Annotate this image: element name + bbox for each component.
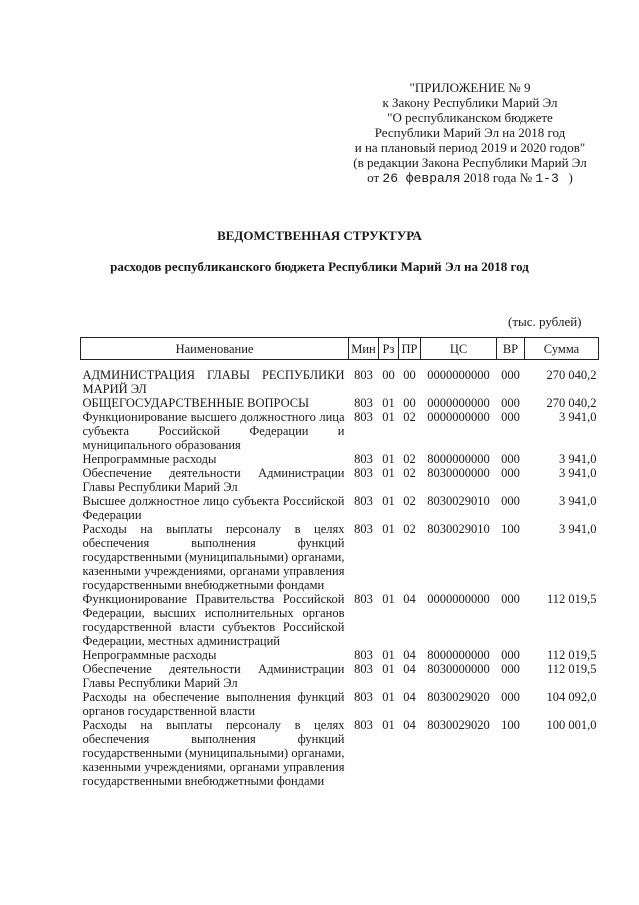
row-cs: 0000000000 [427, 592, 490, 606]
header-rz: Рз [379, 338, 399, 360]
row-name: Расходы на обеспечение выполнения функций органов государственной власти [82, 690, 345, 718]
row-name: Непрограммные расходы [82, 452, 217, 466]
row-cs: 8030029020 [427, 718, 490, 732]
row-name: Обеспечение деятельности Администрации Главы Республики Марий Эл [82, 466, 345, 494]
row-vr: 000 [501, 466, 520, 480]
appendix-line: "О республиканском бюджете [387, 110, 553, 125]
table-row [81, 466, 599, 494]
row-min: 803 [354, 592, 373, 606]
row-pr: 04 [403, 718, 416, 732]
row-rz: 01 [382, 396, 395, 410]
table-row [81, 592, 599, 648]
row-vr: 100 [501, 522, 520, 536]
row-name: Расходы на выплаты персоналу в целях обеспечения выполнения функций государственными (муниципальными) органами, казенными учреждениями, органами управления государственными внебюджетными фондами [82, 718, 345, 788]
row-pr: 04 [403, 690, 416, 704]
row-cs: 8000000000 [427, 452, 490, 466]
row-name: Высшее должностное лицо субъекта Российской Федерации [82, 494, 345, 522]
document-title: ВЕДОМСТВЕННАЯ СТРУКТУРА [217, 228, 422, 243]
table-row [81, 360, 599, 397]
row-pr: 02 [403, 494, 416, 508]
row-name: Функционирование высшего должностного лица субъекта Российской Федерации и муниципального образования [82, 410, 345, 452]
row-sum: 3 941,0 [559, 410, 597, 424]
row-min: 803 [354, 648, 373, 662]
row-pr: 04 [403, 662, 416, 676]
row-name: Расходы на выплаты персоналу в целях обеспечения выполнения функций государственными (муниципальными) органами, казенными учреждениями, органами управления государственными внебюджетными фондами [82, 522, 345, 592]
table-row [81, 718, 599, 788]
row-rz: 01 [382, 648, 395, 662]
row-min: 803 [354, 662, 373, 676]
date-year: 2018 года № [463, 170, 533, 185]
appendix-line: и на плановый период 2019 и 2020 годов" [354, 140, 586, 155]
row-pr: 04 [403, 648, 416, 662]
table-row [81, 452, 599, 466]
table-row [81, 662, 599, 690]
row-rz: 01 [382, 522, 395, 536]
row-min: 803 [354, 452, 373, 466]
row-cs: 8030000000 [427, 662, 490, 676]
date-prefix: от [367, 170, 380, 185]
row-cs: 0000000000 [427, 410, 490, 424]
row-vr: 100 [501, 718, 520, 732]
row-rz: 01 [382, 452, 395, 466]
appendix-date-line [345, 170, 595, 186]
row-cs: 8030029010 [427, 494, 490, 508]
row-pr: 02 [403, 466, 416, 480]
row-rz: 01 [382, 662, 395, 676]
law-number: 1-3 [535, 171, 559, 186]
row-name: ОБЩЕГОСУДАРСТВЕННЫЕ ВОПРОСЫ [82, 396, 310, 410]
table-row [81, 522, 599, 592]
row-cs: 0000000000 [427, 396, 490, 410]
table-header-row [81, 338, 599, 360]
row-min: 803 [354, 494, 373, 508]
row-rz: 01 [382, 410, 395, 424]
table-row [81, 396, 599, 410]
row-vr: 000 [501, 452, 520, 466]
row-min: 803 [354, 368, 373, 382]
row-cs: 8000000000 [427, 648, 490, 662]
row-pr: 04 [403, 592, 416, 606]
row-pr: 00 [403, 396, 416, 410]
row-rz: 00 [382, 368, 395, 382]
row-pr: 02 [403, 452, 416, 466]
row-rz: 01 [382, 718, 395, 732]
row-vr: 000 [501, 592, 520, 606]
row-vr: 000 [501, 396, 520, 410]
row-cs: 8030000000 [427, 466, 490, 480]
row-vr: 000 [501, 368, 520, 382]
row-sum: 3 941,0 [559, 494, 597, 508]
date-close: ) [568, 170, 573, 185]
row-rz: 01 [382, 592, 395, 606]
table-row [81, 648, 599, 662]
header-vr: ВР [497, 338, 525, 360]
row-vr: 000 [501, 410, 520, 424]
row-cs: 8030029020 [427, 690, 490, 704]
row-name: Непрограммные расходы [82, 648, 217, 662]
header-sum: Сумма [525, 338, 599, 360]
row-name: АДМИНИСТРАЦИЯ ГЛАВЫ РЕСПУБЛИКИ МАРИЙ ЭЛ [82, 368, 345, 396]
row-sum: 270 040,2 [546, 396, 597, 410]
row-pr: 00 [403, 368, 416, 382]
header-min: Мин [349, 338, 379, 360]
appendix-line: (в редакции Закона Республики Марий Эл [353, 155, 587, 170]
row-sum: 3 941,0 [559, 522, 597, 536]
row-min: 803 [354, 466, 373, 480]
header-name: Наименование [81, 338, 349, 360]
budget-table [80, 337, 599, 788]
row-pr: 02 [403, 410, 416, 424]
row-sum: 112 019,5 [546, 592, 597, 606]
row-vr: 000 [501, 648, 520, 662]
units-label: (тыс. рублей) [508, 314, 582, 329]
row-vr: 000 [501, 494, 520, 508]
header-pr: ПР [399, 338, 421, 360]
row-vr: 000 [501, 690, 520, 704]
row-min: 803 [354, 690, 373, 704]
row-sum: 270 040,2 [546, 368, 597, 382]
document-subtitle: расходов республиканского бюджета Республики Марий Эл на 2018 год [110, 259, 529, 274]
row-vr: 000 [501, 662, 520, 676]
row-rz: 01 [382, 494, 395, 508]
header-cs: ЦС [421, 338, 497, 360]
row-sum: 3 941,0 [559, 452, 597, 466]
appendix-line: "ПРИЛОЖЕНИЕ № 9 [409, 80, 531, 95]
row-sum: 104 092,0 [546, 690, 597, 704]
table-row [81, 690, 599, 718]
date-typed: 26 февраля [382, 171, 461, 186]
table-row [81, 410, 599, 452]
row-cs: 0000000000 [427, 368, 490, 382]
row-cs: 8030029010 [427, 522, 490, 536]
row-min: 803 [354, 718, 373, 732]
appendix-line: Республики Марий Эл на 2018 год [374, 125, 566, 140]
row-min: 803 [354, 410, 373, 424]
row-pr: 02 [403, 522, 416, 536]
row-sum: 3 941,0 [559, 466, 597, 480]
row-sum: 100 001,0 [546, 718, 597, 732]
row-rz: 01 [382, 690, 395, 704]
appendix-header [345, 80, 595, 186]
row-sum: 112 019,5 [546, 662, 597, 676]
row-rz: 01 [382, 466, 395, 480]
table-row [81, 494, 599, 522]
row-min: 803 [354, 396, 373, 410]
row-sum: 112 019,5 [546, 648, 597, 662]
appendix-line: к Закону Республики Марий Эл [382, 95, 558, 110]
row-name: Функционирование Правительства Российской Федерации, высших исполнительных органов государственной власти субъектов Российской Федерации, местных администраций [82, 592, 345, 648]
row-name: Обеспечение деятельности Администрации Главы Республики Марий Эл [82, 662, 345, 690]
row-min: 803 [354, 522, 373, 536]
